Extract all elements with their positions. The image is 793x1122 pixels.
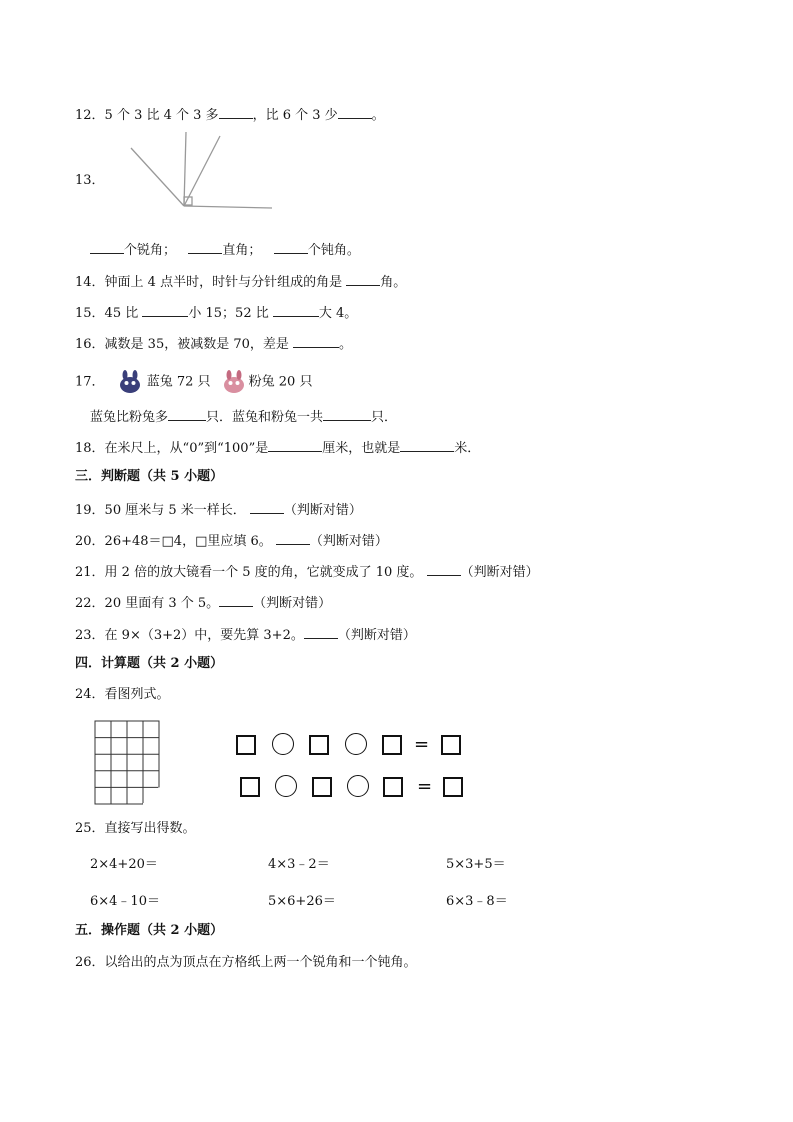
q15: 15．45 比 小 15；52 比 大 4。 xyxy=(75,302,357,323)
answer-box[interactable] xyxy=(309,735,329,755)
answer-box[interactable] xyxy=(236,735,256,755)
q20: 20．26+48＝□4，□里应填 6。 （判断对错） xyxy=(75,530,388,551)
operator-circle[interactable] xyxy=(347,775,369,797)
q18: 18．在米尺上，从“0”到“100”是 厘米，也就是 米． xyxy=(75,437,480,458)
q19-blank[interactable] xyxy=(250,499,284,514)
q13-blank-acute[interactable] xyxy=(90,239,124,254)
q15-blank-1[interactable] xyxy=(142,302,188,317)
q18-blank-1[interactable] xyxy=(268,437,322,452)
answer-box[interactable] xyxy=(383,777,403,797)
angle-ray-acute xyxy=(184,136,220,206)
q16: 16．减数是 35，被减数是 70，差是 。 xyxy=(75,333,352,354)
q25: 25．直接写出得数。 xyxy=(75,821,196,836)
q13-answers: 个锐角； 直角； 个钝角。 xyxy=(90,239,360,260)
q12-blank-2[interactable] xyxy=(338,104,372,119)
calc-item: 6×3﹣8＝ xyxy=(446,894,508,909)
q26: 26．以给出的点为顶点在方格纸上两一个锐角和一个钝角。 xyxy=(75,955,417,970)
equals-sign: = xyxy=(417,776,433,797)
q23-blank[interactable] xyxy=(304,624,338,639)
q12-number: 12． xyxy=(75,108,105,123)
grid-missing-cell xyxy=(144,788,159,804)
section-5-heading: 五．操作题（共 2 小题） xyxy=(75,923,224,938)
q13-blank-obtuse[interactable] xyxy=(274,239,308,254)
q22-blank[interactable] xyxy=(219,592,253,607)
calc-item: 5×6+26＝ xyxy=(268,894,336,909)
q12: 12．5 个 3 比 4 个 3 多 ，比 6 个 3 少 。 xyxy=(75,104,385,125)
q15-blank-2[interactable] xyxy=(273,302,319,317)
q20-blank[interactable] xyxy=(276,530,310,545)
answer-box[interactable] xyxy=(240,777,260,797)
q13-blank-right[interactable] xyxy=(188,239,222,254)
answer-box[interactable] xyxy=(312,777,332,797)
calc-item: 2×4+20＝ xyxy=(90,857,158,872)
q14-blank[interactable] xyxy=(346,271,380,286)
q24: 24．看图列式。 xyxy=(75,687,170,702)
q23: 23．在 9×（3+2）中，要先算 3+2。 （判断对错） xyxy=(75,624,416,645)
q17-body: 蓝兔比粉兔多 只．蓝兔和粉兔一共 只． xyxy=(90,406,397,427)
q21: 21．用 2 倍的放大镜看一个 5 度的角，它就变成了 10 度。 （判断对错） xyxy=(75,561,539,582)
q22: 22．20 里面有 3 个 5。 （判断对错） xyxy=(75,592,331,613)
q17-blank-2[interactable] xyxy=(323,406,371,421)
pink-rabbit-icon xyxy=(221,370,247,394)
q12-blank-1[interactable] xyxy=(219,104,253,119)
equals-sign: = xyxy=(414,734,430,755)
answer-box[interactable] xyxy=(382,735,402,755)
blue-rabbit-icon xyxy=(117,370,143,394)
operator-circle[interactable] xyxy=(272,733,294,755)
answer-box[interactable] xyxy=(441,735,461,755)
q14: 14．钟面上 4 点半时，时针与分针组成的角是 角。 xyxy=(75,271,406,292)
dot-grid-figure xyxy=(94,720,164,806)
q17-blank-1[interactable] xyxy=(168,406,206,421)
angle-ray-obtuse xyxy=(131,148,184,206)
angle-ray-vertical xyxy=(184,132,186,206)
operator-circle[interactable] xyxy=(345,733,367,755)
calc-item: 4×3﹣2＝ xyxy=(268,857,330,872)
q21-blank[interactable] xyxy=(427,561,461,576)
q18-blank-2[interactable] xyxy=(400,437,454,452)
q16-blank[interactable] xyxy=(293,333,339,348)
angle-ray-base xyxy=(184,206,272,208)
calc-item: 6×4﹣10＝ xyxy=(90,894,160,909)
answer-box[interactable] xyxy=(443,777,463,797)
operator-circle[interactable] xyxy=(275,775,297,797)
section-4-heading: 四．计算题（共 2 小题） xyxy=(75,656,224,671)
q19: 19．50 厘米与 5 米一样长． （判断对错） xyxy=(75,499,362,520)
q13-number: 13． xyxy=(75,173,105,188)
calc-item: 5×3+5＝ xyxy=(446,857,506,872)
section-3-heading: 三．判断题（共 5 小题） xyxy=(75,469,224,484)
q17-header: 17． 蓝兔 72 只 粉兔 20 只 xyxy=(75,370,312,394)
angle-figure xyxy=(98,128,278,212)
